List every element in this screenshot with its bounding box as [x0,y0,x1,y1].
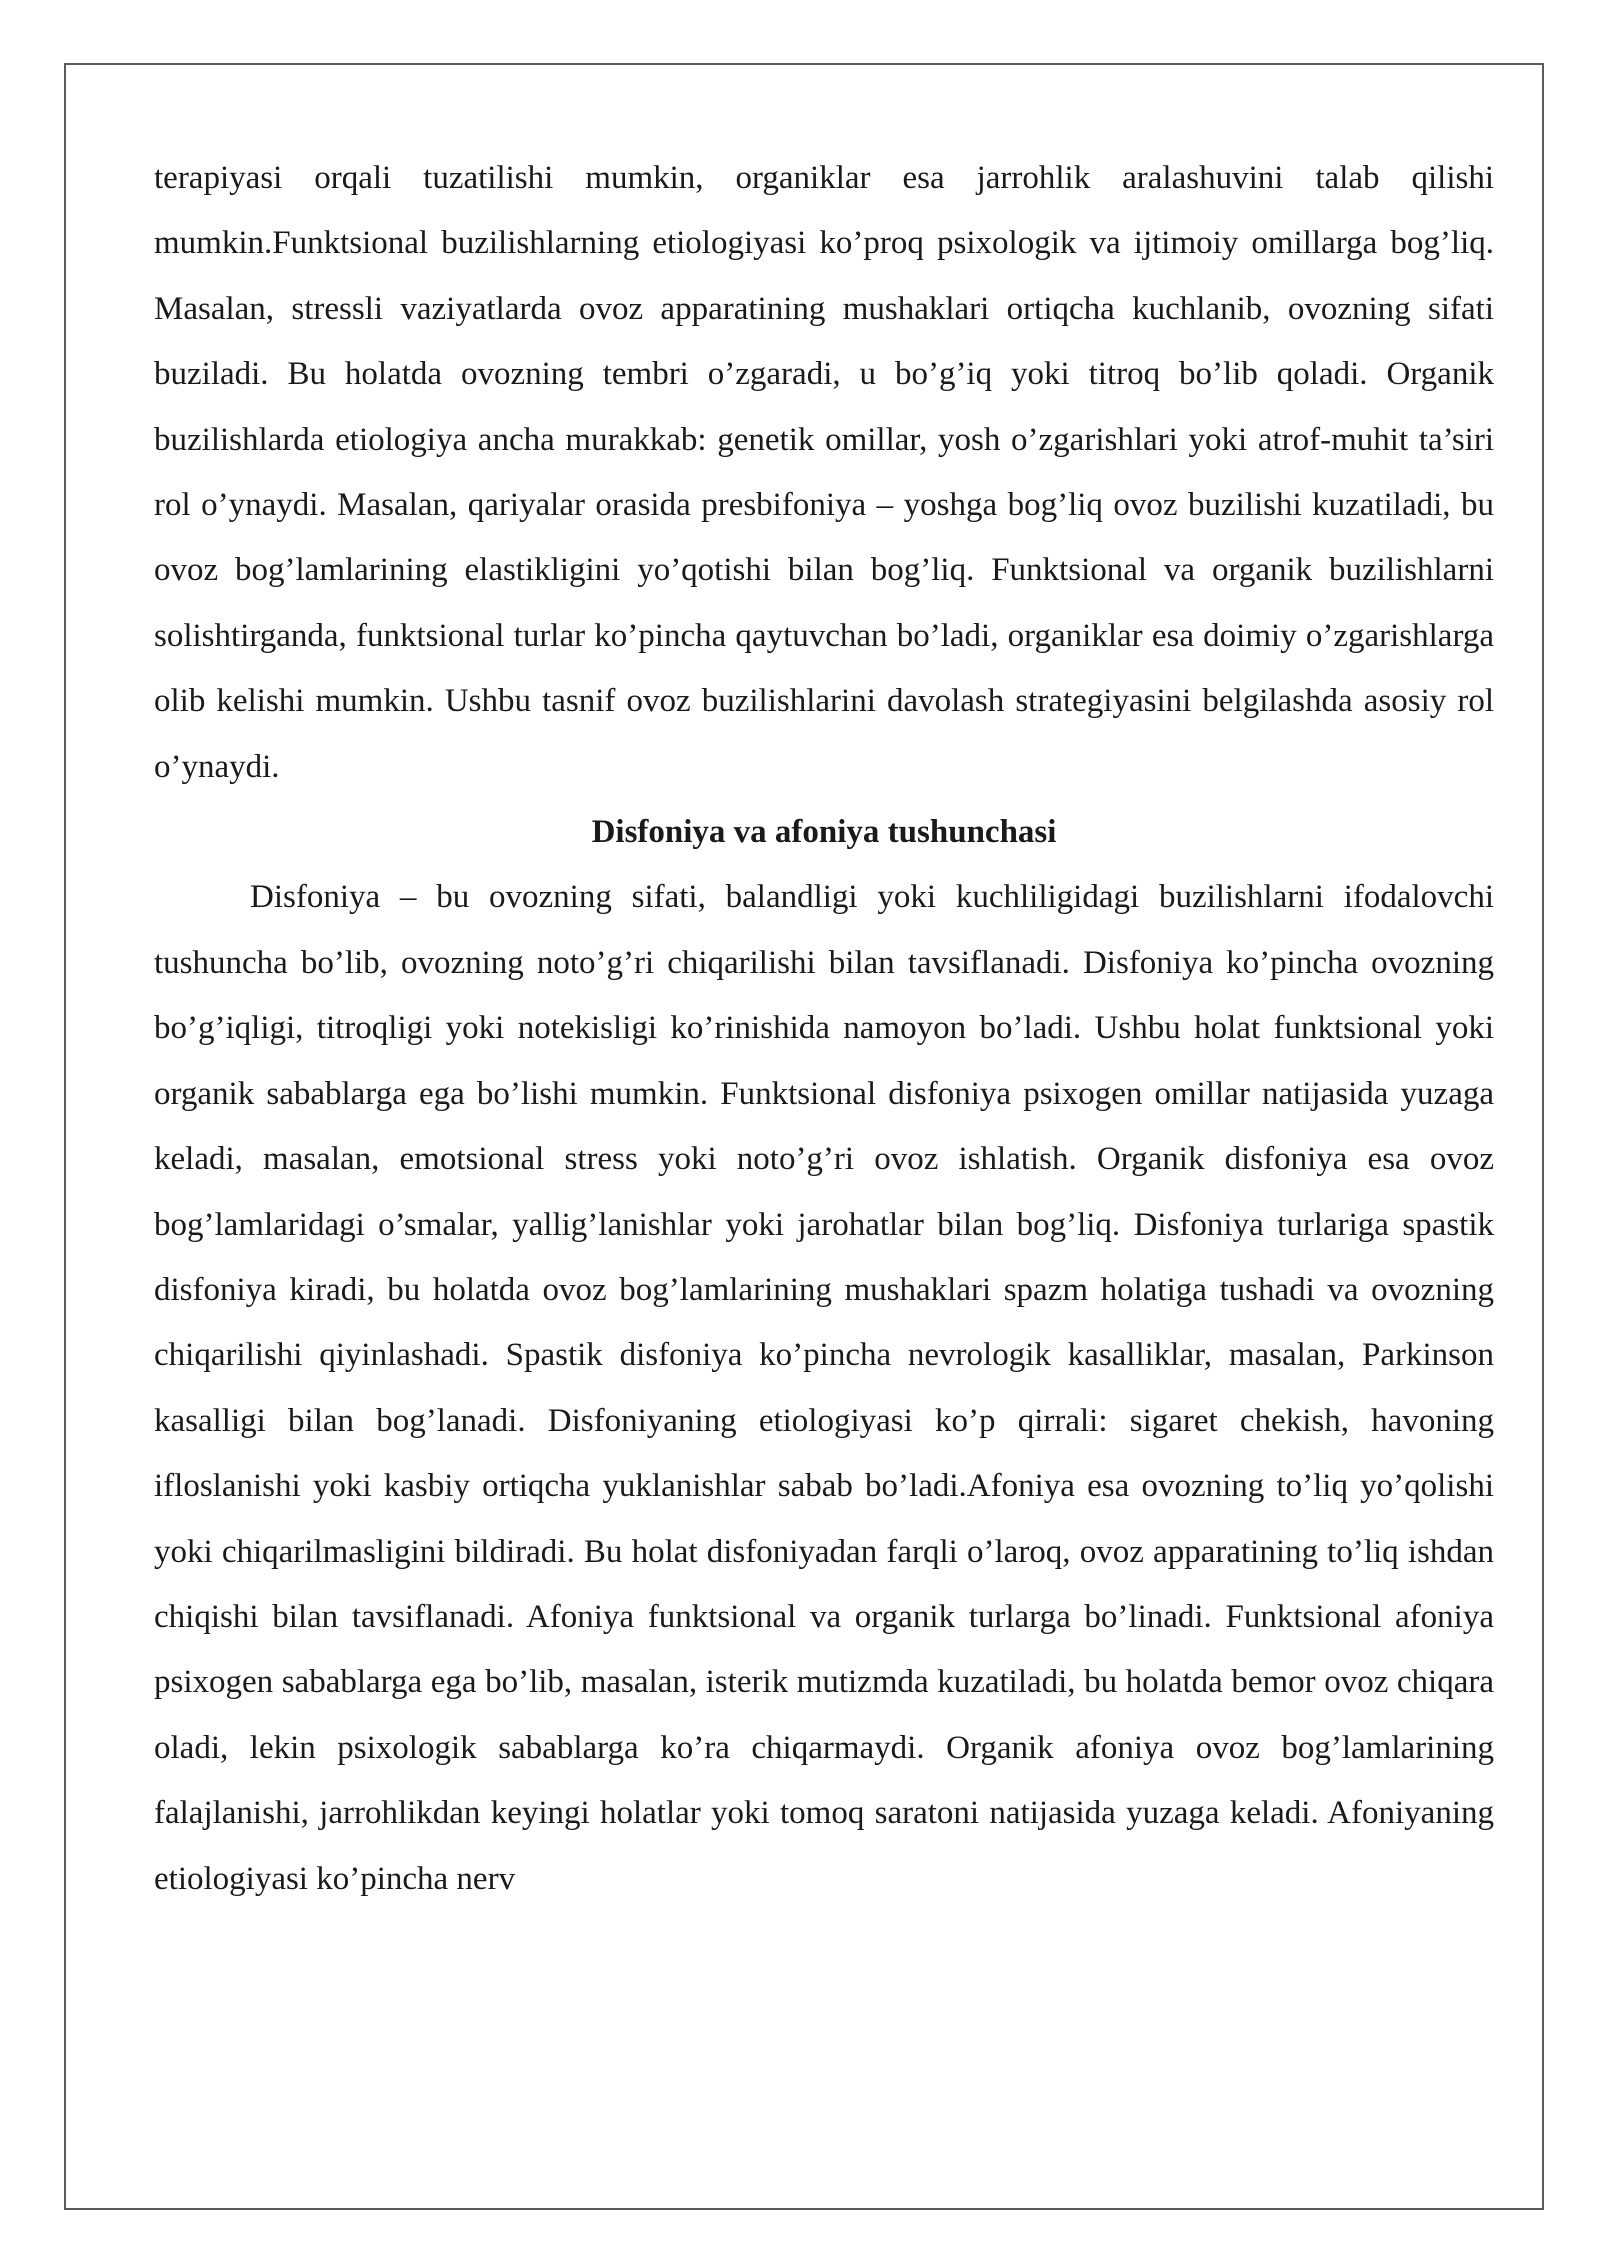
section-heading: Disfoniya va afoniya tushunchasi [591,814,1057,851]
body-paragraph-1: terapiyasi orqali tuzatilishi mumkin, organiklar esa jarrohlik aralashuvini talab qilishi mumkin.Funktsional buzilishlarning etiologiyasi ko’proq psixologik va ijtimoiy omillarga bog’liq. Masalan, stressli vaziyatlarda ovoz apparatining mushaklari ortiqcha kuchlanib, ovozning sifati buziladi. Bu holatda ovozning tembri o’zgaradi, u bo’g’iq yoki titroq bo’lib qoladi. Organik buzilishlarda etiologiya ancha murakkab: genetik omillar, yosh o’zgarishlari yoki atrof-muhit ta’siri rol o’ynaydi. Masalan, qariyalar orasida presbifoniya – yoshga bog’liq ovoz buzilishi kuzatiladi, bu ovoz bog’lamlarining elastikligini yo’qotishi bilan bog’liq. Funktsional va organik buzilishlarni solishtirganda, funktsional turlar ko’pincha qaytuvchan bo’ladi, organiklar esa doimiy o’zgarishlarga olib kelishi mumkin. Ushbu tasnif ovoz buzilishlarini davolash strategiyasini belgilashda asosiy rol o’ynaydi. [154,160,1494,785]
body-paragraph-2: Disfoniya – bu ovozning sifati, balandligi yoki kuchliligidagi buzilishlarni ifodalovchi tushuncha bo’lib, ovozning noto’g’ri chiqarilishi bilan tavsiflanadi. Disfoniya ko’pincha ovozning bo’g’iqligi, titroqligi yoki notekisligi ko’rinishida namoyon bo’ladi. Ushbu holat funktsional yoki organik sabablarga ega bo’lishi mumkin. Funktsional disfoniya psixogen omillar natijasida yuzaga keladi, masalan, emotsional stress yoki noto’g’ri ovoz ishlatish. Organik disfoniya esa ovoz bog’lamlaridagi o’smalar, yallig’lanishlar yoki jarohatlar bilan bog’liq. Disfoniya turlariga spastik disfoniya kiradi, bu holatda ovoz bog’lamlarining mushaklari spazm holatiga tushadi va ovozning chiqarilishi qiyinlashadi. Spastik disfoniya ko’pincha nevrologik kasalliklar, masalan, Parkinson kasalligi bilan bog’lanadi. Disfoniyaning etiologiyasi ko’p qirrali: sigaret chekish, havoning ifloslanishi yoki kasbiy ortiqcha yuklanishlar sabab bo’ladi.Afoniya esa ovozning to’liq yo’qolishi yoki chiqarilmasligini bildiradi. Bu holat disfoniyadan farqli o’laroq, ovoz apparatining to’liq ishdan chiqishi bilan tavsiflanadi. Afoniya funktsional va organik turlarga bo’linadi. Funktsional afoniya psixogen sabablarga ega bo’lib, masalan, isterik mutizmda kuzatiladi, bu holatda bemor ovoz chiqara oladi, lekin psixologik sabablarga ko’ra chiqarmaydi. Organik afoniya ovoz bog’lamlarining falajlanishi, jarrohlikdan keyingi holatlar yoki tomoq saratoni natijasida yuzaga keladi. Afoniyaning etiologiyasi ko’pincha nerv [154,879,1494,1897]
document-body [154,146,1494,1912]
